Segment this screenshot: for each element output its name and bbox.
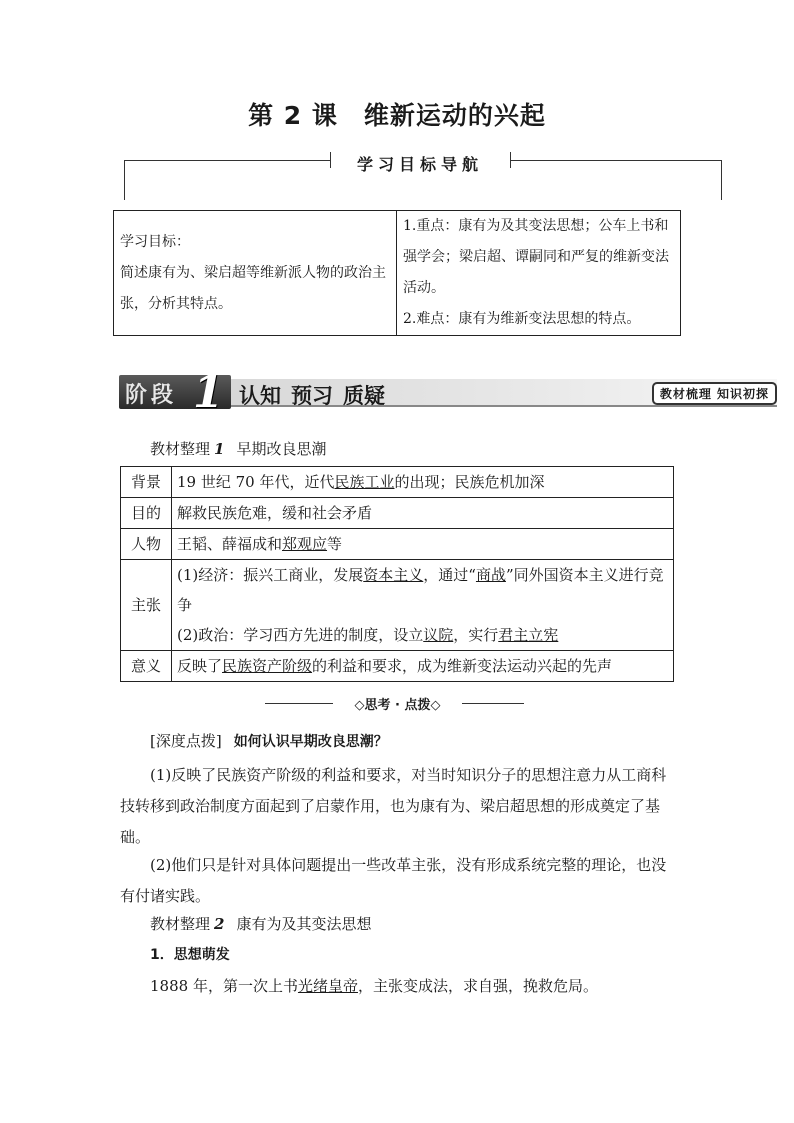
stage-number: 1 xyxy=(193,367,224,418)
row-value-meaning xyxy=(172,651,674,682)
section-2-heading xyxy=(150,913,371,934)
sub-heading-1: 1．思想萌发 xyxy=(150,947,230,963)
claim-politics xyxy=(177,620,668,650)
banner-top-right-line xyxy=(510,160,722,161)
bg-text-a: 19 世纪 70 年代，近代 xyxy=(177,473,335,491)
claim2-underline-1: 议院 xyxy=(423,626,454,644)
difficult-point: 2.难点：康有为维新变法思想的特点。 xyxy=(403,311,641,327)
line-1888-underline: 光绪皇帝 xyxy=(297,977,358,995)
section-2-title: 康有为及其变法思想 xyxy=(236,915,372,933)
banner-top-left-line xyxy=(124,160,330,161)
banner-left-tick xyxy=(124,160,125,200)
claim1-b: ，通过“ xyxy=(423,566,476,584)
key-point: 1.重点：康有为及其变法思想；公车上书和强学会；梁启超、谭嗣同和严复的维新变法活动。 xyxy=(403,218,669,296)
section-2-num: 2 xyxy=(214,915,225,933)
row-key-claim: 主张 xyxy=(121,560,172,651)
objectives-table xyxy=(113,210,681,336)
lesson-number: 第 2 课 xyxy=(248,101,338,130)
row-value-people xyxy=(172,529,674,560)
section-1-title: 早期改良思潮 xyxy=(236,440,327,458)
row-key-background: 背景 xyxy=(121,467,172,498)
claim1-underline-1: 资本主义 xyxy=(363,566,424,584)
banner-mid-tick-right xyxy=(510,152,511,168)
table-row xyxy=(121,651,674,682)
stage-tag: 教材梳理 知识初探 xyxy=(652,382,777,405)
deep-tip-tag: [深度点拨] xyxy=(150,732,222,750)
row-value-background xyxy=(172,467,674,498)
section-1-label: 教材整理 xyxy=(150,440,211,458)
deep-tip-paragraph-2: (2)他们只是针对具体问题提出一些改革主张，没有形成系统完整的理论，也没有付诸实践。 xyxy=(120,856,667,905)
section-2-label: 教材整理 xyxy=(150,915,211,933)
meaning-b: 的利益和要求，成为维新变法运动兴起的先声 xyxy=(312,657,613,675)
banner-right-tick xyxy=(721,160,722,200)
deep-tip-heading xyxy=(120,729,680,754)
deep-tip-question: 如何认识早期改良思潮？ xyxy=(233,734,388,750)
meaning-underline: 民族资产阶级 xyxy=(222,657,313,675)
people-text-a: 王韬、薛福成和 xyxy=(177,535,283,553)
table-row xyxy=(121,560,674,651)
reform-thought-table xyxy=(120,466,674,682)
section-1-heading xyxy=(150,438,326,459)
claim1-a: (1)经济：振兴工商业，发展 xyxy=(177,566,364,584)
bg-text-underline: 民族工业 xyxy=(334,473,395,491)
bg-text-b: 的出现；民族危机加深 xyxy=(394,473,545,491)
row-key-aim: 目的 xyxy=(121,498,172,529)
deep-tip-paragraph-1: (1)反映了民族资产阶级的利益和要求，对当时知识分子的思想注意力从工商科技转移到政治制度方面起到了启蒙作用，也为康有为、梁启超思想的形成奠定了基础。 xyxy=(120,766,667,846)
people-text-underline: 郑观应 xyxy=(282,535,328,553)
section-1-num: 1 xyxy=(214,440,225,458)
claim2-a: (2)政治：学习西方先进的制度，设立 xyxy=(177,626,424,644)
line-1888-b: ，主张变成法，求自强，挽救危局。 xyxy=(357,977,598,995)
stage-bar xyxy=(119,367,779,418)
table-row xyxy=(121,529,674,560)
stage-title-2: 预习 xyxy=(291,384,333,408)
stage-title xyxy=(239,380,395,410)
claim2-b: ，实行 xyxy=(453,626,499,644)
row-key-meaning: 意义 xyxy=(121,651,172,682)
lesson-name: 维新运动的兴起 xyxy=(363,101,546,130)
objectives-content: 简述康有为、梁启超等维新派人物的政治主张，分析其特点。 xyxy=(120,264,386,312)
row-value-claim xyxy=(172,560,674,651)
think-line-left xyxy=(265,703,333,704)
learning-goals-nav: 学习目标导航 xyxy=(356,155,483,174)
row-key-people: 人物 xyxy=(121,529,172,560)
think-divider: ◇思考 · 点拨◇ xyxy=(354,698,441,713)
objectives-right-cell xyxy=(397,211,681,336)
claim1-underline-2: 商战 xyxy=(475,566,506,584)
stage-title-3: 质疑 xyxy=(343,384,385,408)
line-1888 xyxy=(150,974,598,998)
stage-word: 阶段 xyxy=(125,383,178,408)
objectives-heading: 学习目标： xyxy=(120,233,190,250)
claim1-c: ”同外国资本主义进行竞争 xyxy=(177,566,664,614)
claim2-underline-2: 君主立宪 xyxy=(498,626,559,644)
claim-economy xyxy=(177,560,668,620)
table-row xyxy=(121,498,674,529)
objectives-left-cell xyxy=(114,211,397,336)
people-text-b: 等 xyxy=(327,535,343,553)
stage-title-1: 认知 xyxy=(239,384,281,408)
think-line-right xyxy=(462,703,524,704)
lesson-title xyxy=(0,96,794,132)
row-value-aim: 解救民族危难，缓和社会矛盾 xyxy=(172,498,674,529)
meaning-a: 反映了 xyxy=(177,657,223,675)
table-row xyxy=(121,467,674,498)
line-1888-a: 1888 年，第一次上书 xyxy=(150,977,298,995)
